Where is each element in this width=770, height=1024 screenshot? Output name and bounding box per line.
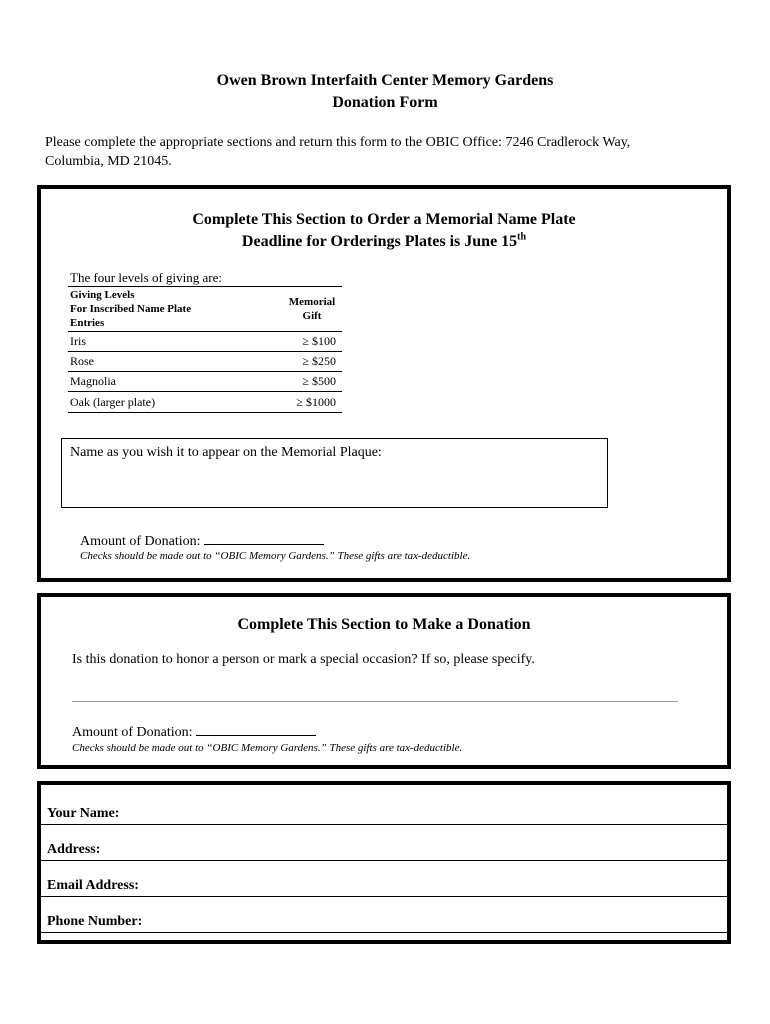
col-header-line: For Inscribed Name Plate	[70, 303, 192, 315]
donation-section-title: Complete This Section to Make a Donation	[237, 616, 531, 633]
col-header-line: Gift	[302, 310, 322, 322]
intro-text-line2: Columbia, MD 21045.	[45, 154, 172, 169]
table-rule	[68, 412, 342, 413]
plaque-name-field[interactable]	[61, 438, 608, 508]
contact-info-section	[37, 781, 731, 944]
donation-section	[37, 593, 731, 769]
address-field[interactable]	[41, 825, 727, 861]
address-label: Address:	[47, 842, 101, 857]
phone-number-label: Phone Number:	[47, 914, 143, 929]
giving-levels-intro: The four levels of giving are:	[70, 270, 222, 285]
plaque-name-label: Name as you wish it to appear on the Memorial Plaque:	[70, 445, 382, 460]
donation-specify-line[interactable]	[72, 701, 678, 702]
table-row-gift: ≥ $250	[302, 354, 336, 368]
table-rule	[68, 371, 342, 372]
table-row-level: Iris	[70, 334, 86, 348]
col-header-giving-levels	[70, 288, 191, 330]
table-row-gift: ≥ $100	[302, 334, 336, 348]
table-row-level: Magnolia	[70, 374, 116, 388]
table-row-level: Oak (larger plate)	[70, 395, 156, 409]
deadline-superscript: th	[517, 231, 527, 243]
memorial-amount-label: Amount of Donation:	[80, 534, 201, 549]
phone-number-field[interactable]	[41, 897, 727, 933]
your-name-label: Your Name:	[47, 806, 120, 821]
col-header-memorial-gift	[281, 295, 343, 323]
form-subtitle: Donation Form	[332, 94, 438, 111]
donation-checks-note: Checks should be made out to “OBIC Memory Gardens.” These gifts are tax-deductible.	[72, 742, 463, 754]
col-header-line: Giving Levels	[70, 289, 135, 301]
table-rule	[68, 286, 342, 287]
col-header-line: Memorial	[288, 296, 336, 308]
table-rule	[68, 331, 342, 332]
table-rule	[68, 351, 342, 352]
donation-amount-label: Amount of Donation:	[72, 725, 193, 740]
memorial-amount-row	[80, 532, 324, 550]
col-header-line: Entries	[70, 317, 105, 329]
your-name-field[interactable]	[41, 789, 727, 825]
donation-question: Is this donation to honor a person or mark a special occasion? If so, please specify.	[72, 652, 535, 667]
deadline-text: Deadline for Orderings Plates is June 15	[241, 233, 518, 250]
email-address-label: Email Address:	[47, 878, 139, 893]
memorial-checks-note: Checks should be made out to “OBIC Memory Gardens.” These gifts are tax-deductible.	[80, 550, 471, 562]
donation-amount-input[interactable]	[196, 723, 316, 736]
table-row-gift: ≥ $500	[302, 374, 336, 388]
memorial-name-plate-section	[37, 185, 731, 582]
email-address-field[interactable]	[41, 861, 727, 897]
memorial-amount-input[interactable]	[204, 532, 324, 545]
memorial-section-title: Complete This Section to Order a Memorial Name Plate	[192, 211, 576, 228]
donation-amount-row	[72, 723, 316, 741]
table-rule	[68, 391, 342, 392]
form-title: Owen Brown Interfaith Center Memory Gardens	[216, 72, 554, 89]
table-row-gift: ≥ $1000	[296, 395, 336, 409]
table-row-level: Rose	[70, 354, 94, 368]
intro-text-line1: Please complete the appropriate sections and return this form to the OBIC Office: 7246 Cradlerock Way,	[45, 135, 631, 150]
memorial-deadline	[41, 231, 727, 252]
